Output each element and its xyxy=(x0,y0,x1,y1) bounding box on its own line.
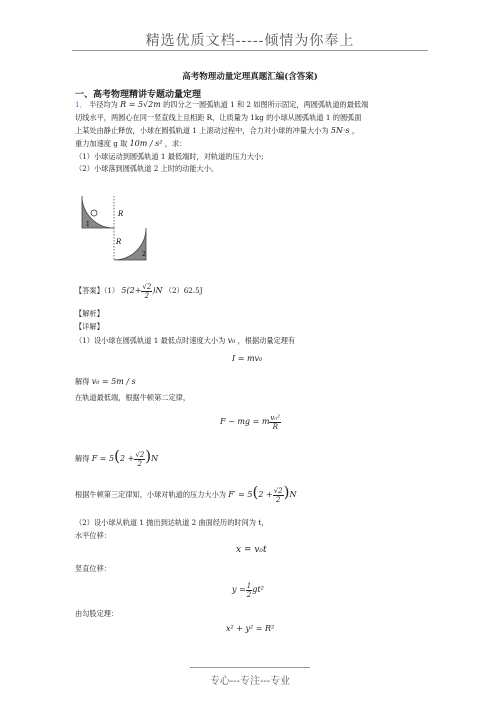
problem-text: 上某处由静止释放，小球在圆弧轨道 1 上滚动过程中，合力对小球的冲量大小为 xyxy=(75,126,329,135)
answer-fraction: $\frac{√2}{2}$ xyxy=(142,282,152,300)
gravity-expression: 10m / s² xyxy=(129,139,163,148)
label-r1: R xyxy=(118,210,124,218)
problem-line-4 xyxy=(75,138,186,149)
problem-text: ， xyxy=(351,126,360,135)
page-footer: 专心---专注---专业 xyxy=(209,676,291,687)
solution-line-1 xyxy=(75,335,295,346)
ball-icon xyxy=(91,210,97,216)
velocity-variable: v₀ xyxy=(227,336,236,345)
question-2: （2）小球落到圆弧轨道 2 上时的动能大小。 xyxy=(75,164,219,173)
problem-text: 重力加速度 g 取 xyxy=(75,139,128,148)
answer-prefix: 【答案】（1） xyxy=(75,286,120,295)
label-r2: R xyxy=(116,238,122,246)
page-header: 精选优质文档-----倾情为你奉上 xyxy=(145,33,355,49)
equation-newton-2: F − mg = m $\frac{\text{v₀²}}{R}$ xyxy=(220,413,280,431)
answer-expression: 5(2+ xyxy=(121,286,142,295)
detail-label: 【详解】 xyxy=(75,322,104,331)
solution-line-2 xyxy=(75,376,136,387)
document-title: 高考物理动量定理真题汇编(含答案) xyxy=(182,72,318,82)
equation-pythagoras: x² + y² = R² xyxy=(226,624,275,633)
solution-text: 解得 xyxy=(75,377,90,386)
equation-momentum: I = mv₀ xyxy=(232,354,263,363)
solution-line-9: 由勾股定理： xyxy=(75,609,119,618)
problem-text: ，求： xyxy=(164,139,187,148)
answer-2: （2）62.5J xyxy=(164,286,203,295)
equation-fraction: $\frac{\text{v₀²}}{R}$ xyxy=(270,413,280,431)
equation-fraction: $\frac{√2}{2}$ xyxy=(273,486,283,504)
solution-line-8: 竖直位移： xyxy=(75,564,111,573)
solution-text: （1）设小球在圆弧轨道 1 最低点时速度大小为 xyxy=(75,336,226,345)
question-1: （1）小球运动到圆弧轨道 1 最低端时，对轨道的压力大小; xyxy=(75,152,264,161)
impulse-expression: 5N·s xyxy=(330,126,350,135)
solution-line-4: 解得 F = 5(2 + $\frac{√2}{2}$ )N xyxy=(75,447,159,468)
solution-line-7: 水平位移： xyxy=(75,531,111,540)
solution-text: ，根据动量定理有 xyxy=(237,336,296,345)
solution-text: 解得 xyxy=(75,454,90,463)
label-track-1: 1 xyxy=(86,221,90,228)
solution-line-3: 在轨道最低端，根据牛顿第二定律， xyxy=(75,393,191,402)
problem-line-1 xyxy=(75,99,368,110)
label-track-2: 2 xyxy=(142,251,146,258)
arc-tracks-figure xyxy=(72,188,192,268)
answer-line xyxy=(75,282,203,300)
equation-velocity: v₀ = 5m / s xyxy=(91,377,136,386)
solution-line-5: 根据牛顿第三定律知，小球对轨道的压力大小为 F′ = 5(2 + $\frac{√2}{2}$ )N xyxy=(75,483,297,504)
equation-vertical: y = $\frac{1}{2}$ gt² xyxy=(232,581,264,599)
equation-fraction: $\frac{√2}{2}$ xyxy=(135,450,145,468)
problem-line-3 xyxy=(75,125,359,136)
solution-line-6: （2）设小球从轨道 1 抛出到达轨道 2 曲面经历的时间为 t， xyxy=(75,518,269,527)
header-divider xyxy=(72,50,428,51)
equation-fraction: $\frac{1}{2}$ xyxy=(246,581,252,599)
radius-expression: R = 5√2m xyxy=(120,100,161,109)
solution-text: 根据牛顿第三定律知，小球对轨道的压力大小为 xyxy=(75,490,226,499)
analysis-label: 【解析】 xyxy=(75,309,104,318)
footer-divider xyxy=(190,667,310,668)
equation-horizontal: x = v₀t xyxy=(236,545,267,555)
problem-line-2: 切线水平，两圆心在同一竖直线上且相距 R，让质量为 1kg 的小球从圆弧轨道 1 的圆弧面 xyxy=(75,113,362,122)
answer-expression: )N xyxy=(152,286,163,295)
problem-text: 的四分之一圆弧轨道 1 和 2 如图所示固定，两圆弧轨道的最低端 xyxy=(163,100,369,109)
problem-number: 1． xyxy=(75,100,87,109)
section-heading: 一、高考物理精讲专题动量定理 xyxy=(75,90,202,100)
problem-text: 半径均为 xyxy=(89,100,118,109)
